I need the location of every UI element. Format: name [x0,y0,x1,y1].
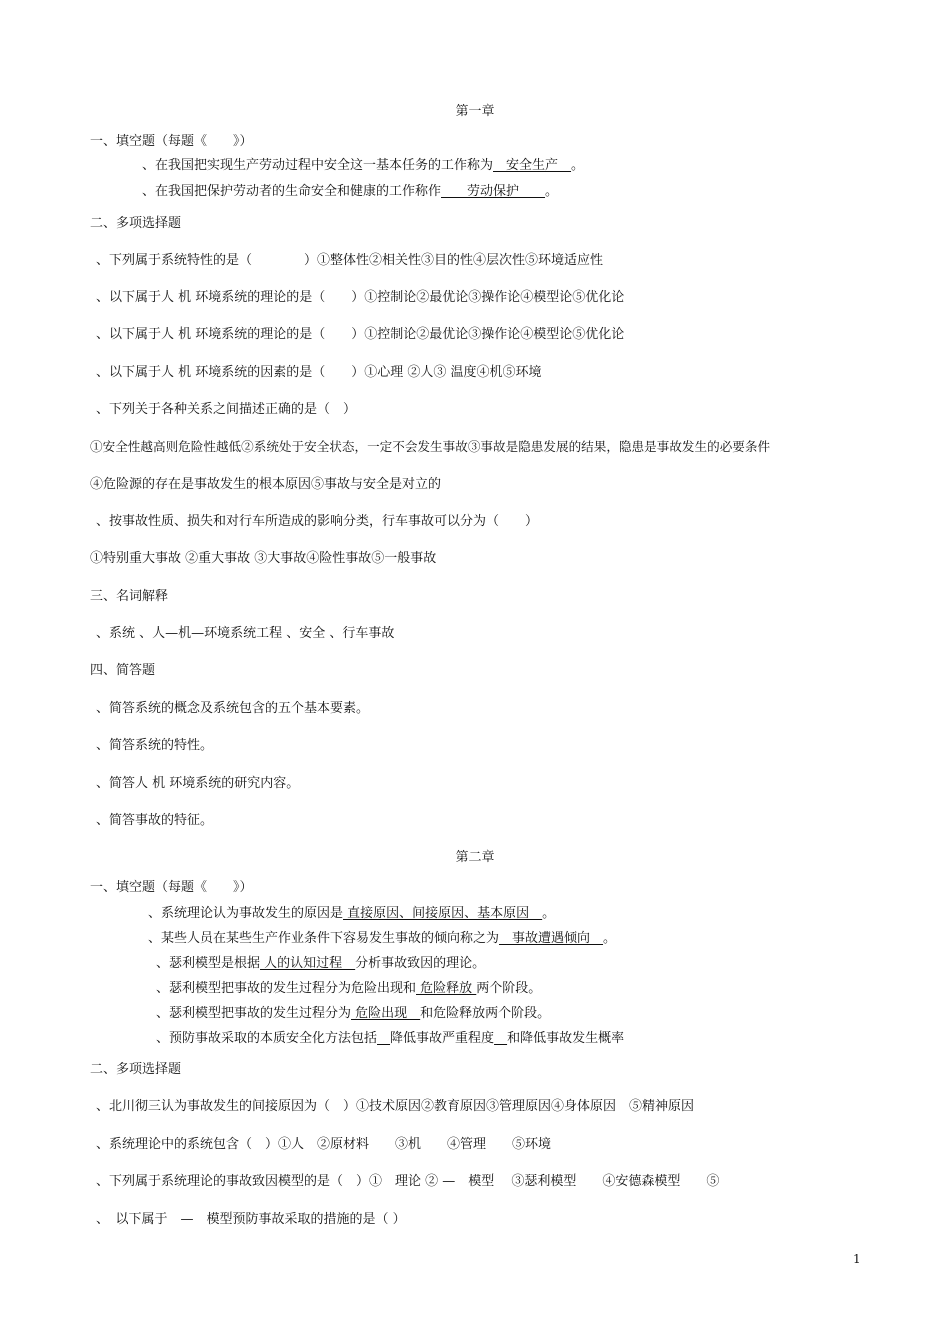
question-text: 、系统理论认为事故发生的原因是 [148,906,344,921]
page-number: 1 [853,1252,861,1266]
question-text: 、在我国把保护劳动者的生命安全和健康的工作称作 [142,184,442,199]
ch1-terms-heading: 三、名词解释 [90,589,169,604]
ch2-choice-q1: 、北川彻三认为事故发生的间接原因为（ ）①技术原因②教育原因③管理原因④身体原因 ⑤精神原因 [96,1099,695,1114]
ch1-choice-q5-options-a: ①安全性越高则危险性越低②系统处于安全状态，一定不会发生事故③事故是隐患发展的结果，隐患是事故发生的必要条件 [90,439,771,454]
ch2-choice-heading: 二、多项选择题 [90,1062,182,1077]
question-text: 降低事故严重程度 [390,1031,495,1046]
ch1-fill-q2 [142,184,558,200]
ch1-choice-q5-options-b: ④危险源的存在是事故发生的根本原因⑤事故与安全是对立的 [90,477,442,492]
question-text: 。 [603,931,617,946]
answer-blank: 危险出现 [351,1006,421,1021]
ch2-fill-q4 [156,981,541,997]
ch2-fill-q3 [156,956,485,972]
ch1-choice-heading: 二、多项选择题 [90,216,182,231]
answer-blank: 安全生产 [493,158,572,173]
ch1-short-q1: 、简答系统的概念及系统包含的五个基本要素。 [96,701,370,716]
ch1-choice-q4: 、以下属于人 机 环境系统的因素的是（ ）①心理 ②人③ 温度④机⑤环境 [96,365,542,380]
ch1-choice-q6: 、按事故性质、损失和对行车所造成的影响分类，行车事故可以分为（ ） [96,514,539,529]
question-text: 、瑟利模型把事故的发生过程分为危险出现和 [156,981,417,996]
ch2-choice-q2: 、系统理论中的系统包含（ ）①人 ②原材料 ③机 ④管理 ⑤环境 [96,1137,552,1152]
question-text: 和降低事故发生概率 [507,1031,625,1046]
ch2-fill-q1 [148,906,555,922]
ch2-fill-q6 [156,1031,624,1047]
answer-blank: 直接原因、间接原因、基本原因 [343,906,543,921]
question-text: 、瑟利模型把事故的发生过程分为 [156,1006,352,1021]
question-text: 、瑟利模型是根据 [156,956,261,971]
answer-blank: 事故遭遇倾向 [499,931,604,946]
question-text: 和危险释放两个阶段。 [420,1006,551,1021]
ch2-fill-q2 [148,931,616,947]
answer-blank: 人的认知过程 [260,956,356,971]
question-text: 、某些人员在某些生产作业条件下容易发生事故的倾向称之为 [148,931,500,946]
ch1-short-q2: 、简答系统的特性。 [96,738,214,753]
ch2-fill-q5 [156,1006,550,1022]
ch1-choice-q1: 、下列属于系统特性的是（ ）①整体性②相关性③目的性④层次性⑤环境适应性 [96,253,604,268]
ch2-fill-heading: 一、填空题（每题《 》） [90,880,253,895]
chapter-1-title: 第一章 [455,104,495,119]
ch1-fill-q1 [142,158,584,174]
ch1-fill-heading: 一、填空题（每题《 》） [90,134,253,149]
ch1-short-q4: 、简答事故的特征。 [96,813,214,828]
question-text: 分析事故致因的理论。 [355,956,486,971]
answer-blank [494,1031,507,1046]
question-text: 、预防事故采取的本质安全化方法包括 [156,1031,378,1046]
answer-blank [377,1031,390,1046]
question-text: 。 [545,184,559,199]
ch2-choice-q3: 、下列属于系统理论的事故致因模型的是（ ）① 理论 ② — 模型 ③瑟利模型 ④安德森模型 ⑤ [96,1174,720,1189]
question-text: 。 [542,906,556,921]
chapter-2-title: 第二章 [455,850,495,865]
ch2-choice-q4: 、 以下属于 — 模型预防事故采取的措施的是（ ） [96,1212,406,1227]
ch1-short-q3: 、简答人 机 环境系统的研究内容。 [96,776,300,791]
ch1-terms-list: 、系统 、人—机—环境系统工程 、安全 、行车事故 [96,626,395,641]
question-text: 、在我国把实现生产劳动过程中安全这一基本任务的工作称为 [142,158,494,173]
ch1-short-heading: 四、简答题 [90,663,156,678]
ch1-choice-q6-options: ①特别重大事故 ②重大事故 ③大事故④险性事故⑤一般事故 [90,551,437,566]
answer-blank: 劳动保护 [441,184,546,199]
ch1-choice-q5: 、下列关于各种关系之间描述正确的是（ ） [96,402,357,417]
question-text: 两个阶段。 [476,981,542,996]
answer-blank: 危险释放 [416,981,477,996]
question-text: 。 [571,158,585,173]
ch1-choice-q2: 、以下属于人 机 环境系统的理论的是（ ）①控制论②最优论③操作论④模型论⑤优化论 [96,290,625,305]
ch1-choice-q3: 、以下属于人 机 环境系统的理论的是（ ）①控制论②最优论③操作论④模型论⑤优化论 [96,327,625,342]
